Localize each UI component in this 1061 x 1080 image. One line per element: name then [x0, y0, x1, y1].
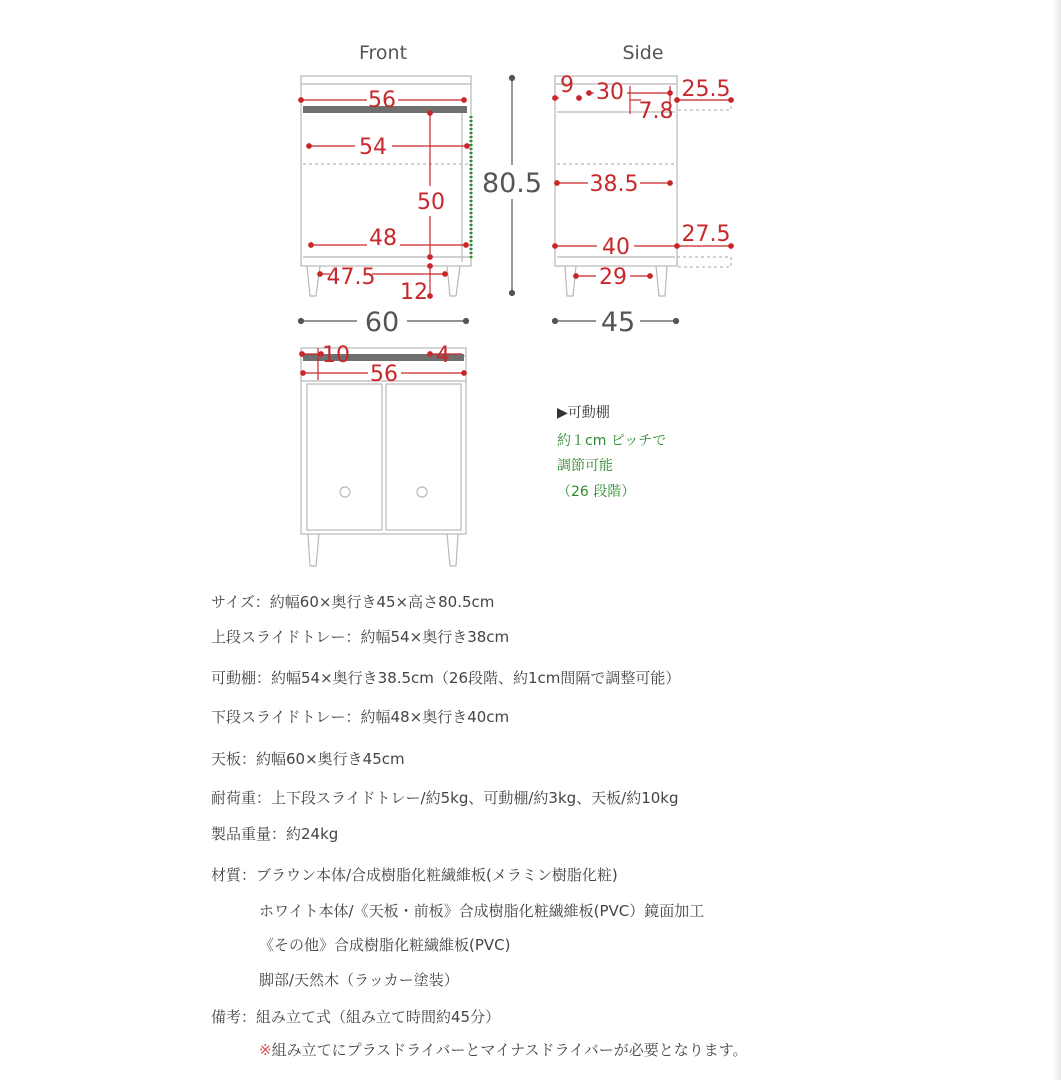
side-view-label: Side [622, 42, 664, 64]
side-top-right-height: 25.5 [681, 77, 731, 102]
front-bottom-tray-width: 48 [369, 226, 397, 251]
front-leg-height: 12 [400, 280, 428, 305]
side-bottom-tray-depth: 40 [602, 235, 630, 260]
shelf-note-line-3: （26 段階） [557, 484, 636, 500]
spec-weight: 製品重量：約24kg [211, 825, 339, 843]
side-leg-span: 29 [599, 265, 627, 290]
side-total-depth: 45 [600, 307, 636, 338]
spec-material: 材質：ブラウン本体/合成樹脂化粧繊維板(メラミン樹脂化粧) [211, 866, 618, 884]
side-top-front-gap: 9 [560, 73, 574, 98]
side-shelf-depth: 38.5 [589, 172, 639, 197]
spec-upper-tray: 上段スライドトレー：約幅54×奥行き38cm [211, 628, 510, 646]
side-top-detail: 7.8 [638, 99, 674, 124]
right-edge-shade [1053, 0, 1061, 1080]
front-total-width: 60 [364, 307, 400, 338]
spec-lower-tray: 下段スライドトレー：約幅48×奥行き40cm [211, 708, 510, 726]
front-top-tray-width: 56 [368, 88, 396, 113]
door-right-offset: 4 [436, 343, 450, 368]
door-inner-width: 56 [370, 362, 398, 387]
front-middle-tray-width: 54 [359, 135, 387, 160]
spec-movable-shelf: 可動棚：約幅54×奥行き38.5cm（26段階、約1cm間隔で調整可能） [211, 669, 681, 687]
spec-notes-mark: ※ [259, 1041, 272, 1059]
spec-material-3: 《その他》合成樹脂化粧繊維板(PVC) [259, 936, 511, 954]
shelf-note-line-1: 約１cm ピッチで [557, 433, 667, 449]
door-left-offset: 10 [322, 343, 350, 368]
spec-notes-2-text: 組み立てにプラスドライバーとマイナスドライバーが必要となります。 [271, 1041, 748, 1059]
shelf-note-title: ▶可動棚 [557, 405, 610, 421]
side-top-tray-depth: 30 [596, 80, 624, 105]
spec-material-4: 脚部/天然木（ラッカー塗装） [259, 971, 459, 989]
spec-notes-2 [259, 1039, 748, 1060]
spec-size: サイズ：約幅60×奥行き45×高さ80.5cm [211, 593, 495, 611]
front-leg-inner-span: 47.5 [326, 265, 376, 290]
spec-top-board: 天板：約幅60×奥行き45cm [211, 750, 405, 768]
front-view-label: Front [358, 42, 408, 64]
spec-load: 耐荷重：上下段スライドトレー/約5kg、可動棚/約3kg、天板/約10kg [211, 789, 679, 807]
side-bottom-right-height: 27.5 [681, 222, 731, 247]
total-height: 80.5 [481, 168, 543, 199]
shelf-note-line-2: 調節可能 [557, 458, 613, 474]
spec-material-2: ホワイト本体/《天板・前板》合成樹脂化粧繊維板(PVC）鏡面加工 [259, 902, 705, 920]
front-shelf-height: 50 [417, 190, 445, 215]
spec-notes: 備考：組み立て式（組み立て時間約45分） [211, 1008, 501, 1026]
